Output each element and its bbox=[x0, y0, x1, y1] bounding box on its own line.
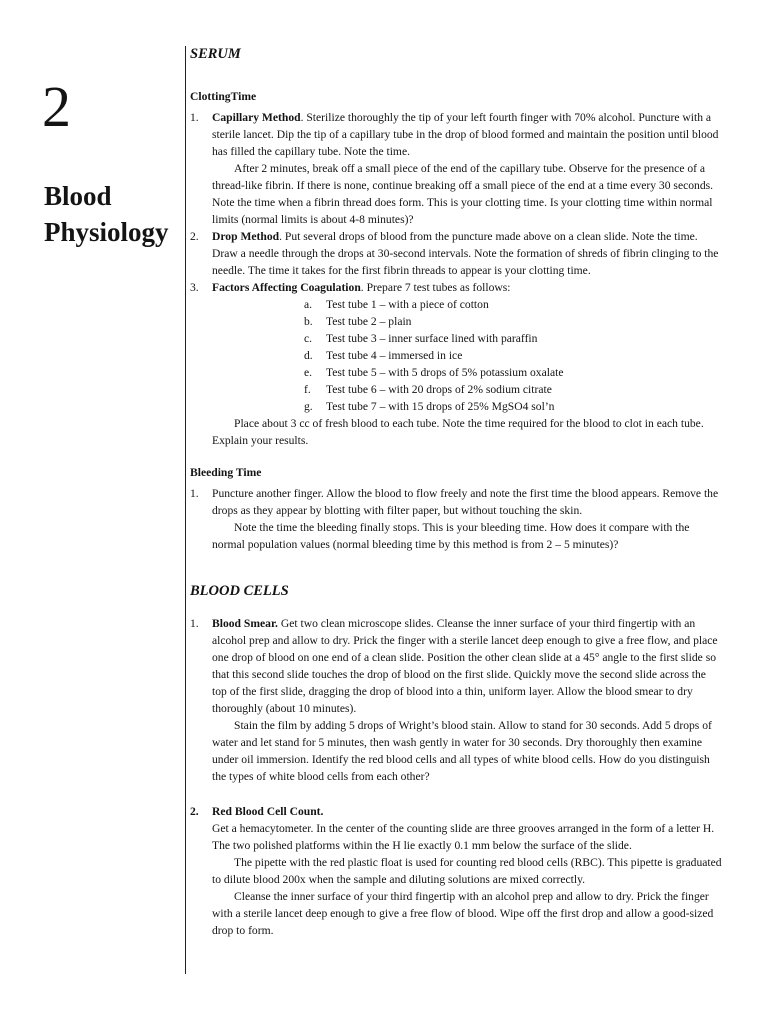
item-letter: b. bbox=[304, 315, 313, 328]
list-item bbox=[304, 381, 722, 398]
list-item bbox=[304, 398, 722, 415]
item-number: 2. bbox=[190, 805, 199, 818]
vertical-divider bbox=[185, 46, 186, 974]
item-letter: a. bbox=[304, 298, 313, 311]
list-item-capillary-method bbox=[190, 109, 722, 228]
list-item-blood-smear bbox=[190, 615, 722, 785]
item-text: Test tube 6 – with 20 drops of 2% sodium citrate bbox=[326, 383, 552, 396]
item-letter: d. bbox=[304, 349, 313, 362]
item-term: Drop Method bbox=[212, 230, 280, 243]
item-text: Test tube 4 – immersed in ice bbox=[326, 349, 463, 362]
section-title-serum: SERUM bbox=[190, 46, 241, 62]
heading-bleeding-time: Bleeding Time bbox=[190, 466, 262, 479]
item-term: Capillary Method bbox=[212, 111, 301, 124]
list-item bbox=[304, 313, 722, 330]
item-term: Factors Affecting Coagulation bbox=[212, 281, 361, 294]
list-item-factors-affecting-coagulation bbox=[190, 279, 722, 449]
item-paragraph: The pipette with the red plastic float is used for counting red blood cells (RBC). This pipette is graduated to dilute blood 200x when the sample and diluting solutions are mixed correctly. bbox=[212, 856, 722, 886]
item-text: Test tube 2 – plain bbox=[326, 315, 412, 328]
list-item bbox=[304, 330, 722, 347]
chapter-number: 2 bbox=[42, 74, 71, 139]
item-text: Test tube 3 – inner surface lined with paraffin bbox=[326, 332, 538, 345]
item-text: . Sterilize thoroughly the tip of your left fourth finger with 70% alcohol. Puncture with a sterile lancet. Dip the tip of a capillary tube in the drop of blood formed and maintain the position until blood has filled the capillary tube. Note the time. bbox=[212, 111, 719, 158]
item-term: Blood Smear. bbox=[212, 617, 278, 630]
item-letter: c. bbox=[304, 332, 313, 345]
list-item-bleeding-time bbox=[190, 485, 722, 553]
item-number: 3. bbox=[190, 281, 199, 294]
item-number: 1. bbox=[190, 111, 199, 124]
list-item-drop-method bbox=[190, 228, 722, 279]
item-paragraph: Cleanse the inner surface of your third fingertip with an alcohol prep and allow to dry. Prick the finger with a sterile lancet deep enough to give a free flow of blood. Wipe off the first drop and allow a good-sized drop to form. bbox=[212, 890, 714, 937]
item-paragraph: Stain the film by adding 5 drops of Wright’s blood stain. Allow to stand for 30 seconds. Add 5 drops of water and let stand for 5 minutes, then wash gently in water for 30 seconds. Dry thoroughly then examine under oil immersion. Identify the red blood cells and all types of white blood cells. How do you distinguish the types of white blood cells from each other? bbox=[212, 719, 712, 783]
item-paragraph: Place about 3 cc of fresh blood to each tube. Note the time required for the blood to clot in each tube. Explain your results. bbox=[212, 417, 704, 447]
section-title-blood-cells: BLOOD CELLS bbox=[190, 583, 289, 599]
item-letter: e. bbox=[304, 366, 313, 379]
item-number: 2. bbox=[190, 230, 199, 243]
item-letter: f. bbox=[304, 383, 311, 396]
item-text: . Prepare 7 test tubes as follows: bbox=[360, 281, 511, 294]
chapter-title: Blood Physiology bbox=[44, 181, 169, 247]
list-item bbox=[304, 347, 722, 364]
list-item bbox=[304, 364, 722, 381]
list-item-red-blood-cell-count bbox=[190, 803, 722, 939]
item-paragraph: Note the time the bleeding finally stops. This is your bleeding time. How does it compare with the normal population values (normal bleeding time by this method is from 2 – 5 minutes)? bbox=[212, 521, 690, 551]
item-paragraph: Get a hemacytometer. In the center of the counting slide are three grooves arranged in the form of a letter H. The two polished platforms within the H lie exactly 0.1 mm below the surface of the slide. bbox=[212, 822, 715, 852]
item-number: 1. bbox=[190, 487, 199, 500]
item-number: 1. bbox=[190, 617, 199, 630]
test-tube-list bbox=[304, 296, 722, 415]
item-text: . Put several drops of blood from the puncture made above on a clean slide. Note the time. Draw a needle through the drops at 30-second intervals. Note the formation of shreds of fibrin clinging to the needle. The time it takes for the first fibrin threads to appear is your clotting time. bbox=[212, 230, 719, 277]
item-text: Get two clean microscope slides. Cleanse the inner surface of your third fingertip with an alcohol prep and allow to dry. Prick the finger with a sterile lancet deep enough to give a free flow, and place one drop of blood on one end of a clean slide. Position the other clean slide at a 45° angle to the first slide so that this second slide touches the drop of blood on the first slide. Quickly move the second slide across the top of the first slide, dragging the drop of blood into a thin, uniform layer. Allow the blood smear to dry thoroughly (about 10 minutes). bbox=[212, 617, 718, 715]
item-term: Red Blood Cell Count. bbox=[212, 805, 324, 818]
item-text: Puncture another finger. Allow the blood to flow freely and note the first time the blood appears. Remove the drops as they appear by blotting with filter paper, but without touching the skin. bbox=[212, 487, 719, 517]
item-letter: g. bbox=[304, 400, 313, 413]
item-text: Test tube 5 – with 5 drops of 5% potassium oxalate bbox=[326, 366, 564, 379]
item-text: Test tube 1 – with a piece of cotton bbox=[326, 298, 489, 311]
item-paragraph: After 2 minutes, break off a small piece of the end of the capillary tube. Observe for the presence of a thread-like fibrin. If there is none, continue breaking off a small piece of the end at a time every 30 seconds. Note the time when a fibrin thread does form. This is your clotting time. Is your clotting time within normal limits (normal limits is about 4-8 minutes)? bbox=[212, 162, 714, 226]
list-item bbox=[304, 296, 722, 313]
heading-clotting-time: ClottingTime bbox=[190, 90, 257, 103]
item-text: Test tube 7 – with 15 drops of 25% MgSO4 sol’n bbox=[326, 400, 555, 413]
page-content bbox=[190, 44, 722, 939]
